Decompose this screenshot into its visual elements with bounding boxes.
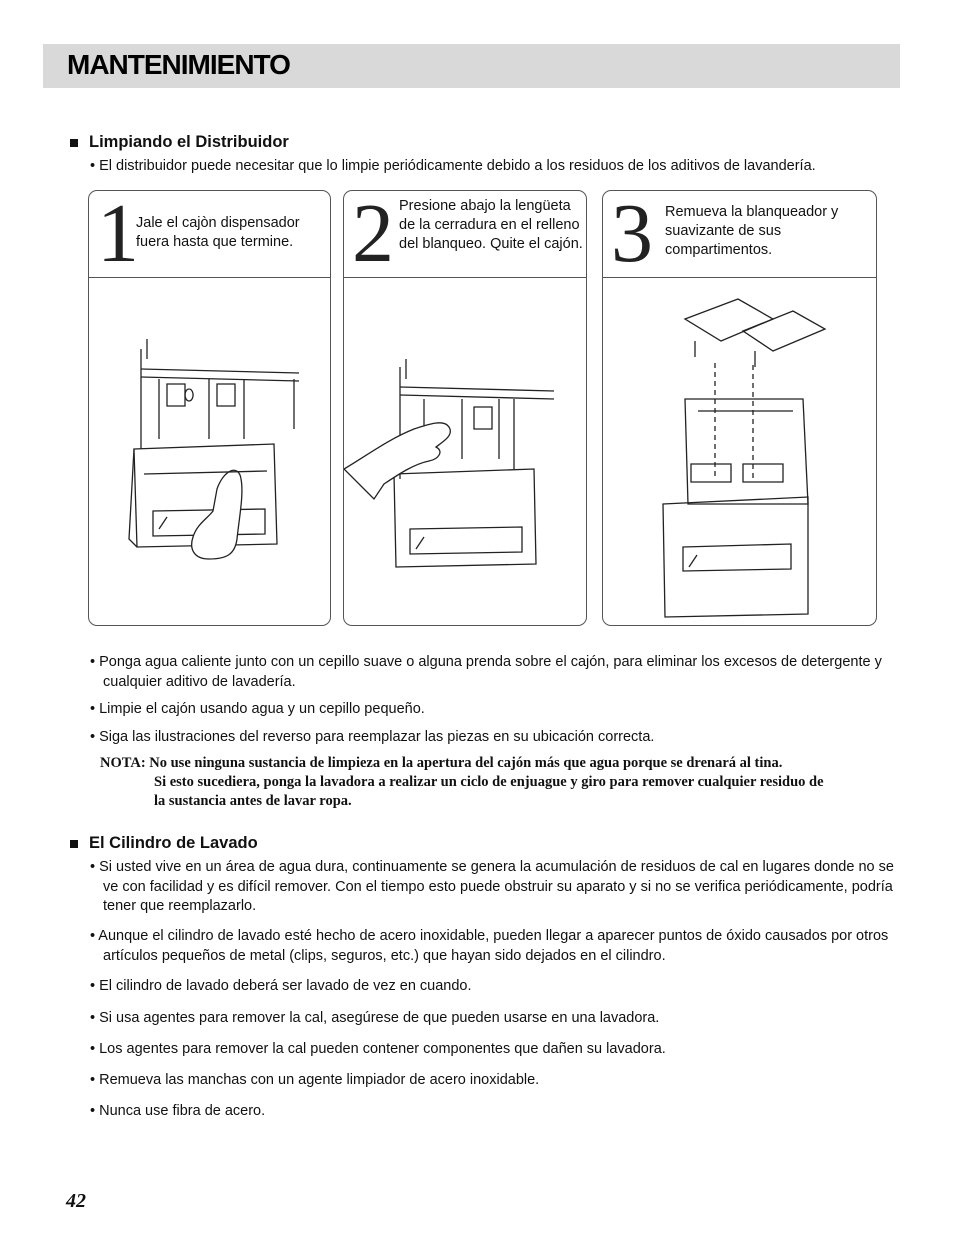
bullet-item: • Siga las ilustraciones del reverso para reemplazar las piezas en su ubicación correcta. <box>90 729 655 745</box>
nota-block <box>100 754 900 811</box>
step-panel-3 <box>602 187 877 626</box>
bullet-item: • Ponga agua caliente junto con un cepillo suave o alguna prenda sobre el cajón, para eliminar los excesos de detergente y cualquier aditivo de lavadería. <box>90 654 882 690</box>
bullet-item: • Si usted vive en un área de agua dura, continuamente se genera la acumulación de residuos de cal en lugares donde no se ve con facilidad y es difícil remover. Con el tiempo esto puede obstruir su aparato y si no se verifica periódicamente, podría tener que reemplazarlo. <box>90 859 894 914</box>
step-number: 1 <box>97 187 139 280</box>
panel-divider <box>603 277 876 278</box>
step-number: 3 <box>611 187 653 280</box>
title-banner <box>43 44 900 88</box>
bullet-item: • Si usa agentes para remover la cal, asegúrese de que pueden usarse en una lavadora. <box>90 1010 660 1026</box>
step-panel-2 <box>343 187 587 626</box>
section-heading-text: Limpiando el Distribuidor <box>89 133 289 151</box>
step-text: Presione abajo la lengüeta de la cerradura en el relleno del blanqueo. Quite el cajón. <box>399 198 583 252</box>
section-heading-cilindro <box>70 834 258 853</box>
nota-line: la sustancia antes de lavar ropa. <box>154 793 352 809</box>
remove-compartments-illustration <box>603 279 876 624</box>
page-title: MANTENIMIENTO <box>67 49 290 80</box>
bullet-item: • Limpie el cajón usando agua y un cepillo pequeño. <box>90 701 425 717</box>
section-heading-text: El Cilindro de Lavado <box>89 834 258 852</box>
bullet-item: • Aunque el cilindro de lavado esté hecho de acero inoxidable, pueden llegar a aparecer puntos de óxido causados por otros artículos pequeños de metal (clips, seguros, etc.) que hayan sido dejados en el cilindro. <box>90 928 889 964</box>
panel-divider <box>89 277 330 278</box>
section-heading-distribuidor <box>70 133 289 152</box>
page-number: 42 <box>66 1190 86 1212</box>
bullet-item: • El cilindro de lavado deberá ser lavado de vez en cuando. <box>90 978 472 994</box>
section-intro: • El distribuidor puede necesitar que lo limpie periódicamente debido a los residuos de los aditivos de lavandería. <box>90 158 816 174</box>
panel-divider <box>344 277 586 278</box>
nota-line: Si esto sucediera, ponga la lavadora a realizar un ciclo de enjuague y giro para remover cualquier residuo de <box>154 774 824 790</box>
bullet-item: • Remueva las manchas con un agente limpiador de acero inoxidable. <box>90 1072 540 1088</box>
square-bullet-icon <box>70 840 78 848</box>
step-text: Jale el cajòn dispensador fuera hasta que termine. <box>136 215 300 250</box>
press-tab-illustration <box>344 279 586 624</box>
step-number: 2 <box>352 187 394 280</box>
nota-line: NOTA: No use ninguna sustancia de limpieza en la apertura del cajón más que agua porque se drenará al tina. <box>100 755 783 771</box>
step-text: Remueva la blanqueador y suavizante de sus compartimentos. <box>665 204 839 258</box>
bullet-item: • Nunca use fibra de acero. <box>90 1103 266 1119</box>
square-bullet-icon <box>70 139 78 147</box>
pull-drawer-illustration <box>89 279 330 624</box>
bullet-item: • Los agentes para remover la cal pueden contener componentes que dañen su lavadora. <box>90 1041 666 1057</box>
step-panel-1 <box>88 187 331 626</box>
